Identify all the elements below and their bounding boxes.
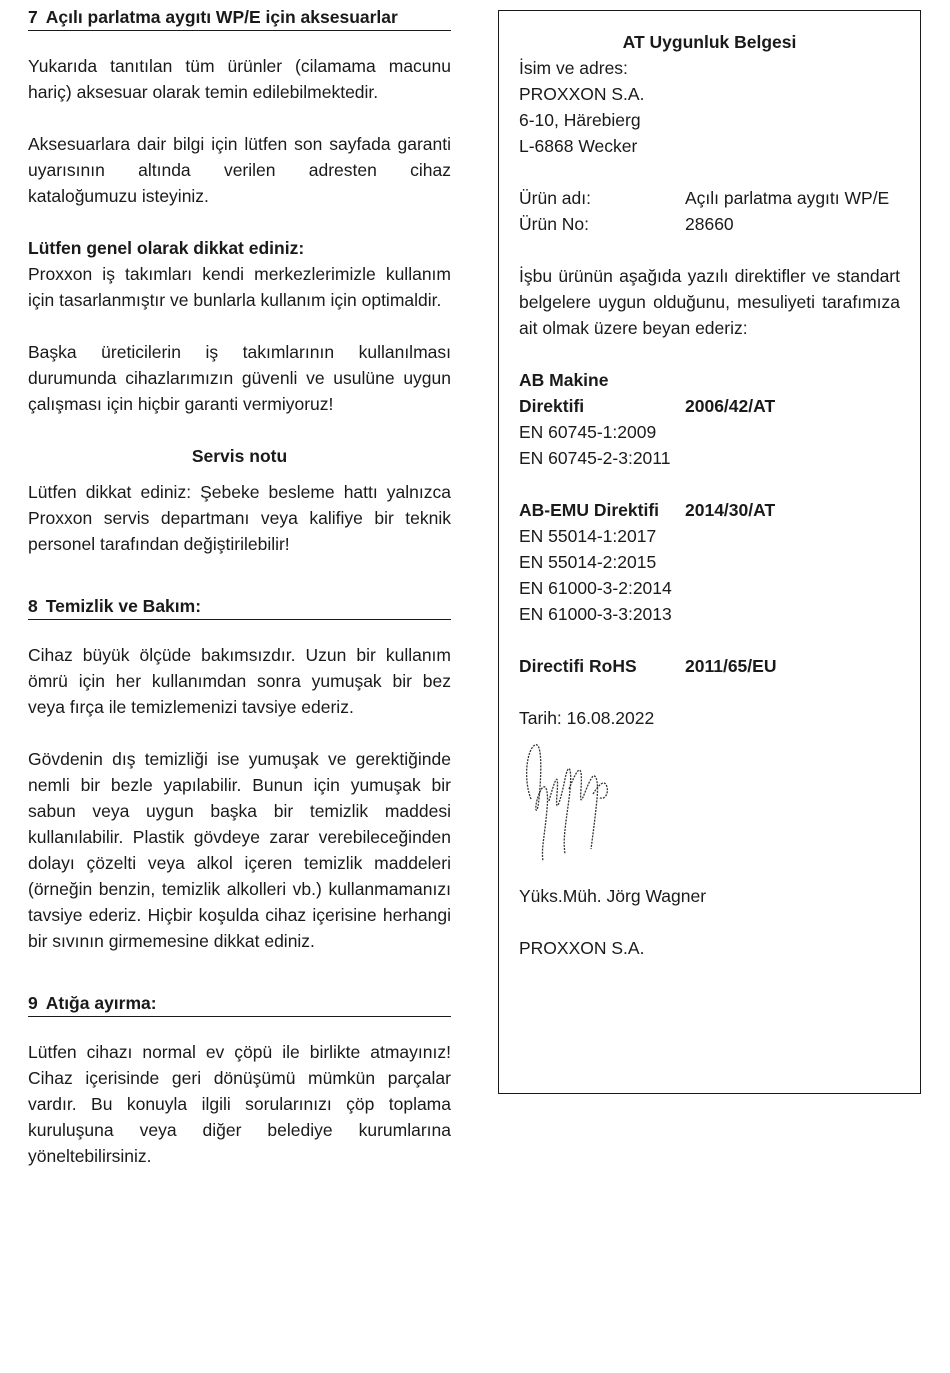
s8-paragraph-2: Gövdenin dış temizliği ise yumuşak ve gerektiğinde nemli bir bezle yapılabilir. Bunun için yumuşak bir sabun veya uygun başka bir temizlik maddesi kullanılabilir. Plastik gövdeye zarar verebileceğinden dolayı çözelti veya alkol içeren temizlik maddeleri (örneğin benzin, temizlik alkolleri vb.) kullanmamanızı tavsiye ederiz. Hiçbir koşulda cihaz içerisine herhangi bir sıvının girmemesine dikkat ediniz. <box>28 749 451 951</box>
machine-directive-row <box>519 393 900 419</box>
emc-standard-4: EN 61000-3-3:2013 <box>519 604 672 624</box>
declaration-title: AT Uygunluk Belgesi <box>622 32 797 52</box>
product-name-value: Açılı parlatma aygıtı WP/E <box>685 188 890 208</box>
conformity-declaration-box <box>498 10 921 1094</box>
section-7-title: Açılı parlatma aygıtı WP/E için aksesuarlar <box>45 7 398 27</box>
emc-directive-row <box>519 497 900 523</box>
emc-directive-label: AB-EMU Direktifi <box>519 500 660 520</box>
product-no-label: Ürün No: <box>519 214 590 234</box>
machine-standard-2: EN 60745-2-3:2011 <box>519 448 671 468</box>
emc-standard-1: EN 55014-1:2017 <box>519 526 657 546</box>
signatory-company: PROXXON S.A. <box>519 938 645 958</box>
s8-paragraph-1: Cihaz büyük ölçüde bakımsızdır. Uzun bir kullanım ömrü için her kullanımdan sonra yumuşak bir bez veya fırça ile temizlemenizi tavsiye ederiz. <box>28 645 451 717</box>
emc-directive-code: 2014/30/AT <box>685 500 776 520</box>
emc-standard-2: EN 55014-2:2015 <box>519 552 657 572</box>
rohs-directive-label: Directifi RoHS <box>519 656 637 676</box>
section-9-heading <box>28 990 451 1017</box>
s7-paragraph-2: Aksesuarlara dair bilgi için lütfen son sayfada garanti uyarısının altında verilen adresten cihaz kataloğumuzu isteyiniz. <box>28 134 451 206</box>
rohs-directive-row <box>519 653 900 679</box>
declaration-date: Tarih: 16.08.2022 <box>519 708 655 728</box>
machine-directive-label-1: AB Makine <box>519 370 609 390</box>
address-line-3: L-6868 Wecker <box>519 136 638 156</box>
service-note-text: Lütfen dikkat ediniz: Şebeke besleme hattı yalnızca Proxxon servis departmanı veya kalifiye bir teknik personel tarafından değiştirilebilir! <box>28 482 451 554</box>
signatory-name: Yüks.Müh. Jörg Wagner <box>519 886 707 906</box>
product-name-row <box>519 185 900 211</box>
s7-paragraph-4: Başka üreticilerin iş takımlarının kullanılması durumunda cihazlarımızın güvenli ve usulüne uygun çalışması için hiçbir garanti vermiyoruz! <box>28 342 451 414</box>
address-line-1: PROXXON S.A. <box>519 84 645 104</box>
section-7-number: 7 <box>28 7 38 27</box>
section-8-title: Temizlik ve Bakım: <box>45 596 202 616</box>
section-8-number: 8 <box>28 596 38 616</box>
emc-standard-3: EN 61000-3-2:2014 <box>519 578 672 598</box>
signature-image <box>519 739 619 869</box>
product-no-value: 28660 <box>685 214 734 234</box>
product-name-label: Ürün adı: <box>519 188 591 208</box>
section-9-number: 9 <box>28 993 38 1013</box>
s7-note-heading: Lütfen genel olarak dikkat ediniz: <box>28 238 305 258</box>
address-line-2: 6-10, Härebierg <box>519 110 641 130</box>
machine-directive-label-2: Direktifi <box>519 396 585 416</box>
section-9-title: Atığa ayırma: <box>45 993 157 1013</box>
machine-standard-1: EN 60745-1:2009 <box>519 422 657 442</box>
section-8-heading <box>28 593 451 620</box>
product-no-row <box>519 211 900 237</box>
s7-paragraph-3: Proxxon iş takımları kendi merkezlerimizle kullanım için tasarlanmıştır ve bunlarla kullanım için optimaldir. <box>28 264 451 310</box>
service-note-title: Servis notu <box>191 446 288 466</box>
address-label: İsim ve adres: <box>519 58 628 78</box>
declaration-statement: İşbu ürünün aşağıda yazılı direktifler ve standart belgelere uygun olduğunu, mesuliyeti tarafımıza ait olmak üzere beyan ederiz: <box>519 266 900 338</box>
section-7-heading <box>28 4 451 31</box>
s7-paragraph-1: Yukarıda tanıtılan tüm ürünler (cilamama macunu hariç) aksesuar olarak temin edilebilmektedir. <box>28 56 451 102</box>
s9-paragraph-1: Lütfen cihazı normal ev çöpü ile birlikte atmayınız! Cihaz içerisinde geri dönüşümü mümkün parçalar vardır. Bu konuyla ilgili sorularınızı çöp toplama kuruluşuna veya diğer belediye kurumlarına yöneltebilirsiniz. <box>28 1042 451 1166</box>
machine-directive-code: 2006/42/AT <box>685 396 776 416</box>
rohs-directive-code: 2011/65/EU <box>685 656 777 676</box>
left-column <box>28 4 451 1169</box>
